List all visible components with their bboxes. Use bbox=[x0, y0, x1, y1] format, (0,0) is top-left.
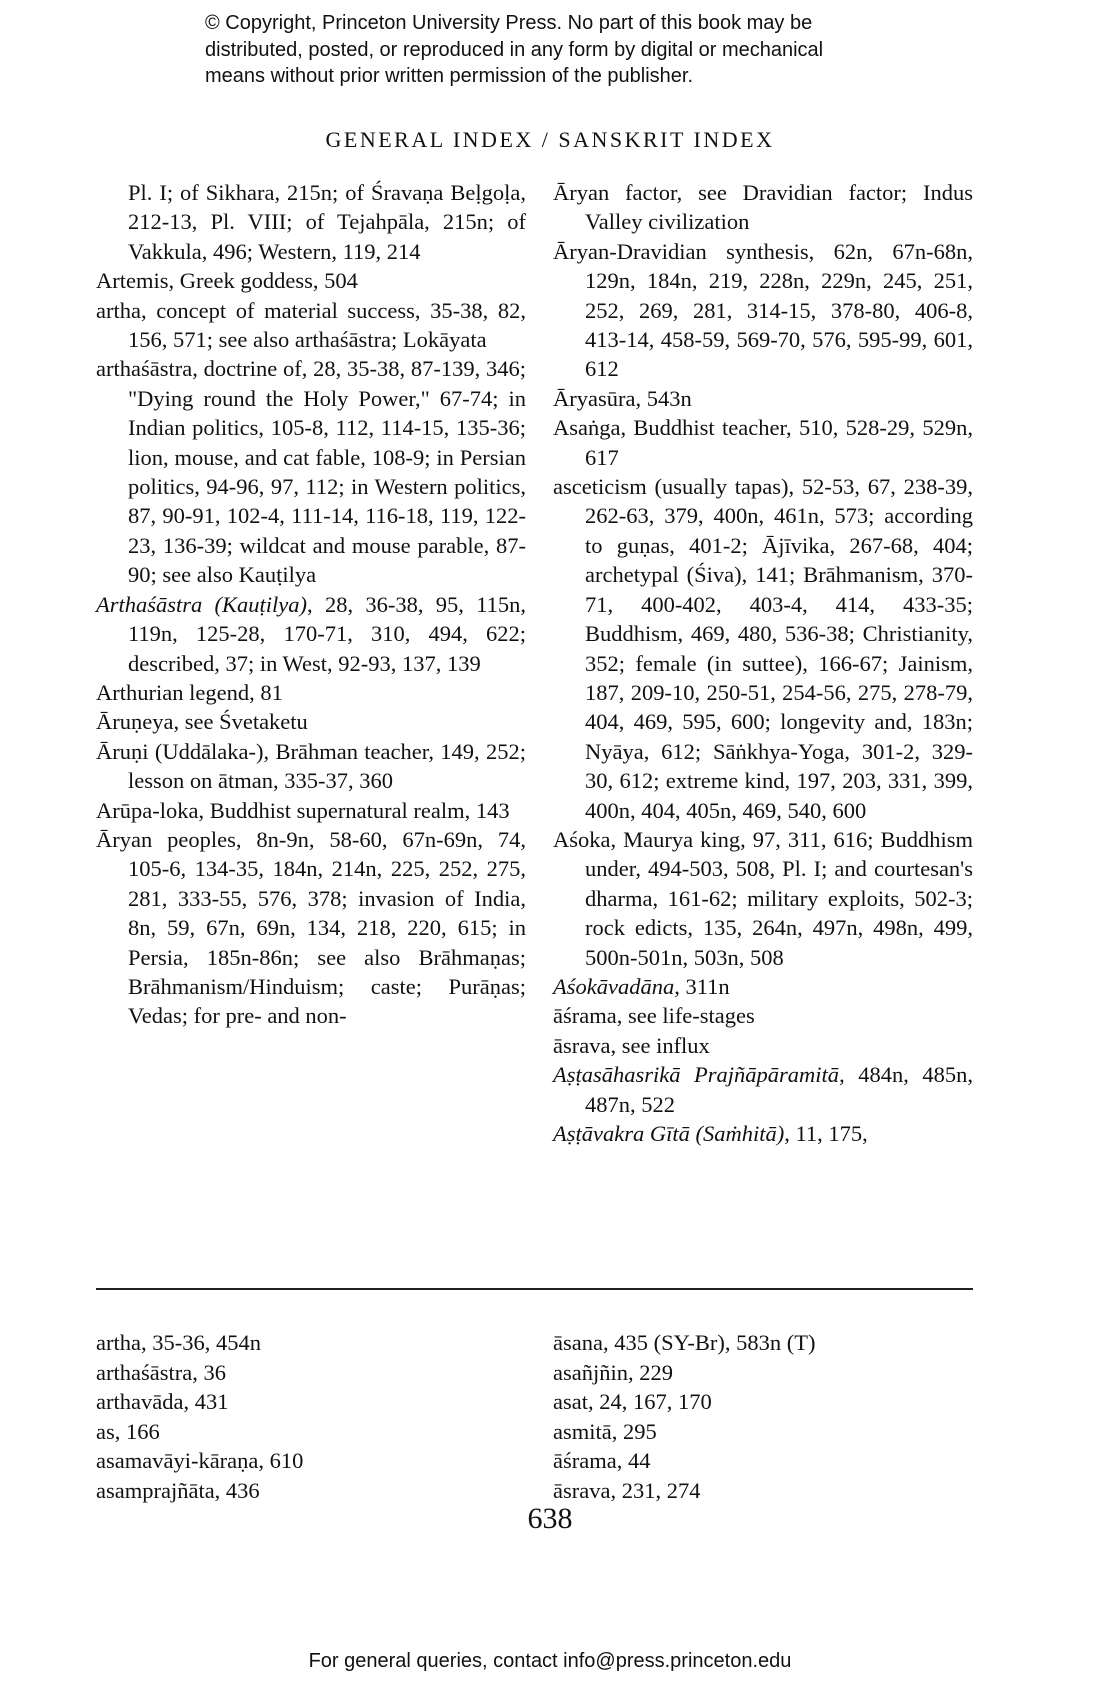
section-divider bbox=[96, 1288, 973, 1290]
index-entry: Āruṇi (Uddālaka-), Brāhman teacher, 149, 252; lesson on ātman, 335-37, 360 bbox=[96, 738, 526, 794]
page-number: 638 bbox=[527, 1502, 573, 1535]
copyright-notice bbox=[205, 10, 905, 90]
index-entry: Āryan factor, see Dravidian factor; Indus Valley civilization bbox=[553, 180, 973, 235]
footer-contact: For general queries, contact info@press.princeton.edu bbox=[308, 1650, 792, 1672]
sanskrit-index-right-column bbox=[553, 1328, 815, 1506]
index-entry: Aṣṭāvakra Gītā (Saṁhitā), 11, 175, bbox=[553, 1121, 868, 1146]
sanskrit-entry: asamprajñāta, 436 bbox=[96, 1477, 260, 1503]
index-entry: Aṣṭasāhasrikā Prajñāpāramitā, 484n, 485n, 487n, 522 bbox=[553, 1062, 973, 1117]
index-entry: Āryan-Dravidian synthesis, 62n, 67n-68n, 129n, 184n, 219, 228n, 229n, 245, 251, 252, 269, 281, 314-15, 378-80, 406-8, 413-14, 458-59, 569-70, 576, 595-99, 601, 612 bbox=[553, 238, 973, 382]
index-entry: āśrama, see life-stages bbox=[553, 1003, 755, 1029]
sanskrit-entry: as, 166 bbox=[96, 1418, 160, 1444]
index-entry: Pl. I; of Sikhara, 215n; of Śravaṇa Beḷgoḷa, 212-13, Pl. VIII; of Tejahpāla, 215n; of Vakkula, 496; Western, 119, 214 bbox=[128, 180, 526, 264]
sanskrit-entry: artha, 35-36, 454n bbox=[96, 1330, 261, 1355]
index-entry: Aśoka, Maurya king, 97, 311, 616; Buddhism under, 494-503, 508, Pl. I; and courtesan's dharma, 161-62; military exploits, 502-3; rock edicts, 135, 264n, 497n, 498n, 499, 500n-501n, 503n, 508 bbox=[553, 826, 973, 970]
index-entry: artha, concept of material success, 35-38, 82, 156, 571; see also arthaśāstra; Lokāyata bbox=[96, 297, 526, 353]
copyright-line: distributed, posted, or reproduced in any form by digital or mechanical bbox=[205, 38, 824, 61]
index-entry: Aśokāvadāna, 311n bbox=[553, 973, 730, 999]
index-entry: Arthaśāstra (Kauṭilya), 28, 36-38, 95, 115n, 119n, 125-28, 170-71, 310, 494, 622; described, 37; in West, 92-93, 137, 139 bbox=[96, 591, 526, 676]
sanskrit-entry: asamavāyi-kāraṇa, 610 bbox=[96, 1448, 304, 1474]
index-entry: Āryasūra, 543n bbox=[553, 385, 692, 411]
copyright-line: means without prior written permission of the publisher. bbox=[205, 65, 694, 87]
sanskrit-entry: āsrava, 231, 274 bbox=[553, 1477, 701, 1503]
sanskrit-entry: arthaśāstra, 36 bbox=[96, 1359, 226, 1385]
sanskrit-entry: asañjñin, 229 bbox=[553, 1359, 673, 1385]
sanskrit-entry: asat, 24, 167, 170 bbox=[553, 1389, 712, 1415]
index-entry: Artemis, Greek goddess, 504 bbox=[96, 268, 358, 294]
sanskrit-entry: āśrama, 44 bbox=[553, 1448, 651, 1474]
running-head: GENERAL INDEX / SANSKRIT INDEX bbox=[325, 127, 775, 152]
index-entry: asceticism (usually tapas), 52-53, 67, 238-39, 262-63, 379, 400n, 461n, 573; according to guṇas, 401-2; Ājīvika, 267-68, 404; archetypal (Śiva), 141; Brāhmanism, 370-71, 400-402, 403-4, 414, 433-35; Buddhism, 469, 480, 536-38; Christianity, 352; female (in suttee), 166-67; Jainism, 187, 209-10, 250-51, 254-56, 275, 278-79, 404, 469, 595, 600; longevity and, 183n; Nyāya, 612; Sāṅkhya-Yoga, 301-2, 329-30, 612; extreme kind, 197, 203, 331, 399, 400n, 404, 405n, 469, 540, 600 bbox=[553, 474, 973, 823]
sanskrit-entry: arthavāda, 431 bbox=[96, 1389, 229, 1415]
index-entry: Āryan peoples, 8n-9n, 58-60, 67n-69n, 74, 105-6, 134-35, 184n, 214n, 225, 252, 275, 281, 333-55, 576, 378; invasion of India, 8n, 59, 67n, 69n, 134, 218, 220, 615; in Persia, 185n-86n; see also Brāhmaṇas; Brāhmanism/Hinduism; caste; Purāṇas; Vedas; for pre- and non- bbox=[96, 826, 526, 1029]
sanskrit-entry: asmitā, 295 bbox=[553, 1418, 657, 1444]
index-entry: āsrava, see influx bbox=[553, 1032, 710, 1058]
general-index-left-column bbox=[96, 178, 526, 1031]
index-entry: Āruṇeya, see Śvetaketu bbox=[96, 709, 308, 735]
index-entry: arthaśāstra, doctrine of, 28, 35-38, 87-139, 346; "Dying round the Holy Power," 67-74; in Indian politics, 105-8, 112, 114-15, 135-36; lion, mouse, and cat fable, 108-9; in Persian politics, 94-96, 97, 112; in Western politics, 87, 90-91, 102-4, 111-14, 116-18, 119, 122-23, 136-39; wildcat and mouse parable, 87-90; see also Kauṭilya bbox=[96, 356, 526, 588]
index-entry: Arthurian legend, 81 bbox=[96, 679, 283, 705]
index-entry: Asaṅga, Buddhist teacher, 510, 528-29, 529n, 617 bbox=[553, 415, 973, 470]
general-index-right-column bbox=[553, 178, 973, 1148]
copyright-line: © Copyright, Princeton University Press. No part of this book may be bbox=[205, 12, 813, 34]
sanskrit-entry: āsana, 435 (SY-Br), 583n (T) bbox=[553, 1330, 816, 1355]
index-entry: Arūpa-loka, Buddhist supernatural realm, 143 bbox=[96, 797, 510, 823]
sanskrit-index-left-column bbox=[96, 1328, 303, 1506]
